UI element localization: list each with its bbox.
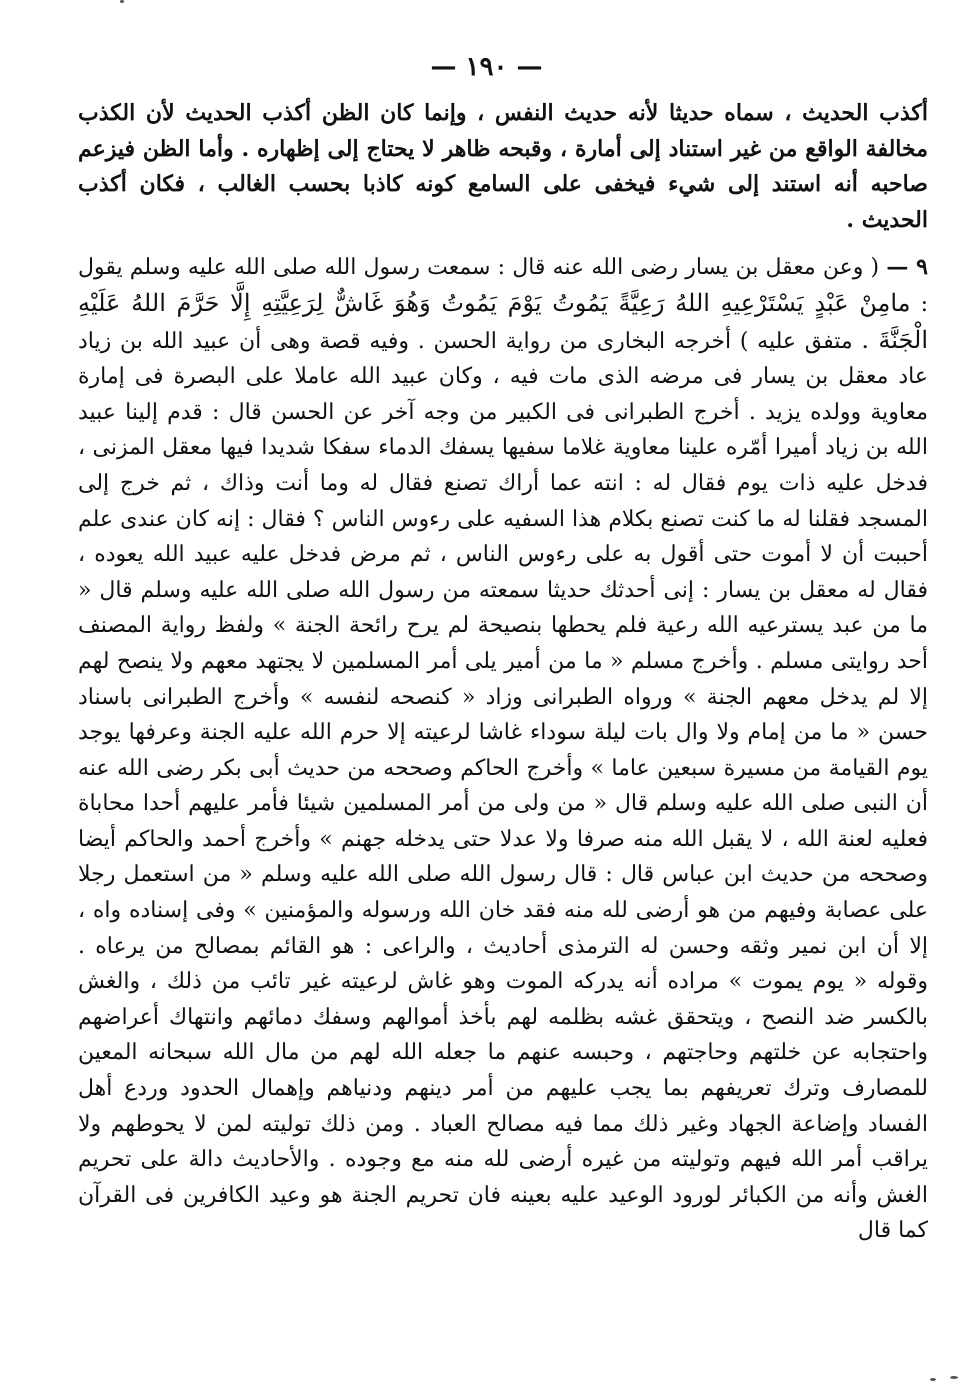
hadith-commentary: متفق عليه ) أخرجه البخارى من رواية الحسن . وفيه قصة وهى أن عبيد الله بن زياد عاد معقل بن يسار فى مرضه الذى مات فيه ، وكان عبيد الله عاملا على البصرة فى إمارة معاوية وولده يزيد . أخرج الطبرانى فى الكبير من وجه آخر عن الحسن قال : قدم إلينا عبيد الله بن زياد أميرا أمّره علينا معاوية غلاما سفيها يسفك الدماء سفكا شديدا فيها معقل المزنى ، فدخل عليه ذات يوم فقال له : انته عما أراك تصنع فقال له وما أنت وذاك ، ثم خرج إلى المسجد فقلنا له ما كنت تصنع بكلام هذا السفيه على رءوس الناس ؟ فقال : إنه كان عندى علم أحببت أن لا أموت حتى أقول به على رءوس الناس ، ثم مرض فدخل عليه عبيد الله يعوده ، فقال له معقل بن يسار : إنى أحدثك حديثا سمعته من رسول الله صلى الله عليه وسلم قال « ما من عبد يسترعيه الله رعية فلم يحطها بنصيحة لم يرح رائحة الجنة » ولفظ رواية المصنف أحد روايتى مسلم . وأخرج مسلم « ما من أمير يلى أمر المسلمين لا يجتهد معهم ولا ينصح لهم إلا لم يدخل معهم الجنة » ورواه الطبرانى وزاد « كنصحه لنفسه » وأخرج الطبرانى باسناد حسن « ما من إمام ولا وال بات ليلة سوداء غاشا لرعيته إلا حرم الله عليه الجنة وعرفها يوجد يوم القيامة من مسيرة سبعين عاما » وأخرج الحاكم وصححه من حديث أبى بكر رضى الله عنه أن النبى صلى الله عليه وسلم قال « من ولى من أمر المسلمين شيئا فأمر عليهم أحدا محاباة فعليه لعنة الله ، لا يقبل الله منه صرفا ولا عدلا حتى يدخله جهنم » وأخرج أحمد والحاكم أيضا وصححه من حديث ابن عباس قال : قال رسول الله صلى الله عليه وسلم « من استعمل رجلا على عصابة وفيهم من هو أرضى لله منه فقد خان الله ورسوله والمؤمنين » وفى إسناده واه ، إلا أن ابن نمير وثقه وحسن له الترمذى أحاديث ، والراعى : هو القائم بمصالح من يرعاه . وقوله « يوم يموت » مراده أنه يدركه الموت وهو غاش لرعيته غير تائب من ذلك ، والغش بالكسر ضد النصح ، ويتحقق غشه بظلمه لهم بأخذ أموالهم وسفك دمائهم وانتهاك أعراضهم واحتجابه عن خلتهم وحاجتهم ، وحبسه عنهم ما جعله الله لهم من مال الله سبحانه المعين للمصارف وترك تعريفهم بما يجب عليهم من أمر دينهم ودنياهم وإهمال الحدود وردع أهل الفساد وإضاعة الجهاد وغير ذلك مما فيه مصالح العباد . ومن ذلك توليته لمن لا يحوطهم ولا يراقب أمر الله فيهم وتوليته من غيره أرضى لله منه مع وجوده . والأحاديث دالة على تحريم الغش وأنه من الكبائر لورود الوعيد عليه بعينه فان تحريم الجنة هو وعيد الكافرين فى القرآن كما قال [78, 328, 928, 1244]
scan-speck [120, 0, 124, 3]
hadith-number: ٩ — [886, 254, 928, 281]
scan-speck [950, 1376, 958, 1379]
page-number: — ١٩٠ — [430, 52, 543, 82]
hadith-text: مامِنْ عَبْدٍ يَسْتَرْعِيهِ اللهُ رَعِيَّةً يَمُوتُ يَوْمَ يَمُوتُ وَهُوَ غَاشٌّ لِرَعِيَّتِهِ إِلَّا حَرَّمَ اللهُ عَلَيْهِ الْجَنَّةَ . [78, 288, 928, 354]
hadith-intro: ( وعن معقل بن يسار رضى الله عنه قال : سمعت رسول الله صلى الله عليه وسلم يقول : [78, 255, 928, 317]
paragraph-continuation: أكذب الحديث ، سماه حديثا لأنه حديث النفس ، وإنما كان الظن أكذب الحديث لأن الكذب مخالفة الواقع من غير استناد إلى أمارة ، وقبحه ظاهر لا يحتاج إلى إظهاره . وأما الظن فيزعم صاحبه أنه استند إلى شيء فيخفى على السامع كونه كاذبا بحسب الغالب ، فكان أكذب الحديث . [78, 100, 928, 233]
scan-speck [930, 1378, 936, 1381]
body-text [78, 96, 928, 1249]
hadith-paragraph [78, 250, 928, 1249]
